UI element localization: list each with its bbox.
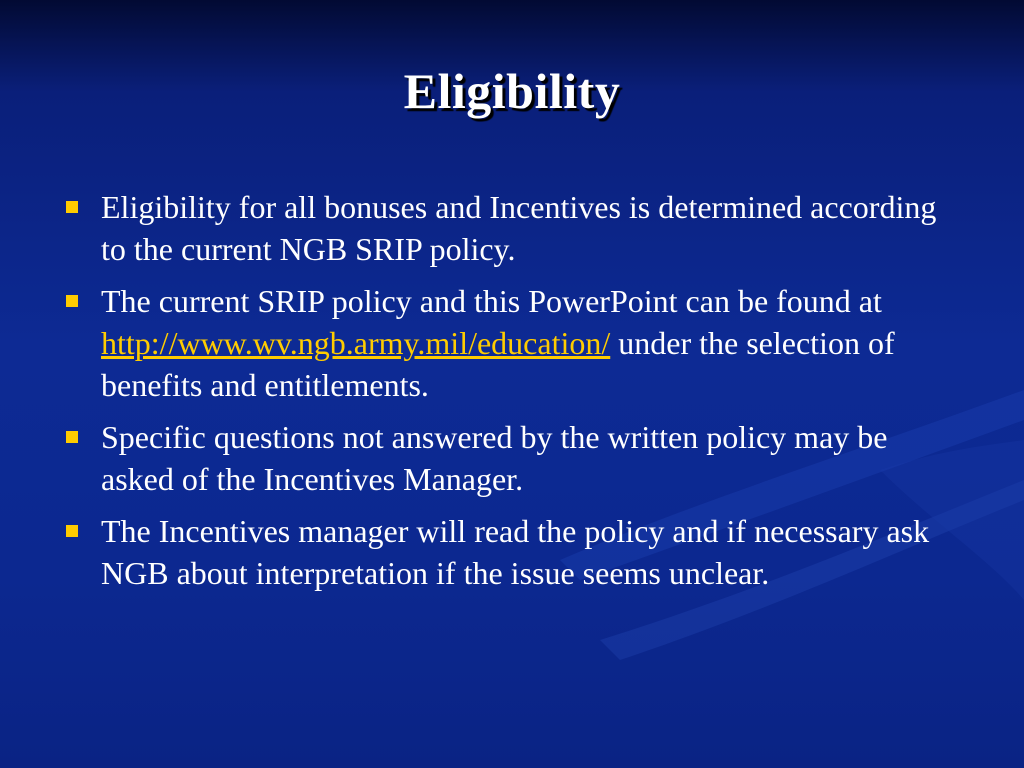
bullet-text-after-link: under the selection of benefits and entitlements. xyxy=(101,325,895,403)
bullet-item xyxy=(64,280,964,406)
bullet-list xyxy=(64,186,964,604)
slide-title: Eligibility xyxy=(403,63,621,119)
bullet-text: The Incentives manager will read the policy and if necessary ask NGB about interpretation if the issue seems unclear. xyxy=(101,513,930,591)
square-bullet-icon xyxy=(66,431,78,443)
bullet-text: Eligibility for all bonuses and Incentives is determined according to the current NGB SRIP policy. xyxy=(101,189,937,267)
bullet-item xyxy=(64,416,964,500)
bullet-item xyxy=(64,186,964,270)
education-link[interactable]: http://www.wv.ngb.army.mil/education/ xyxy=(101,325,611,361)
bullet-text: Specific questions not answered by the written policy may be asked of the Incentives Manager. xyxy=(101,419,888,497)
square-bullet-icon xyxy=(66,295,78,307)
square-bullet-icon xyxy=(66,201,78,213)
bullet-text-before-link: The current SRIP policy and this PowerPoint can be found at xyxy=(101,283,882,319)
square-bullet-icon xyxy=(66,525,78,537)
bullet-item xyxy=(64,510,964,594)
